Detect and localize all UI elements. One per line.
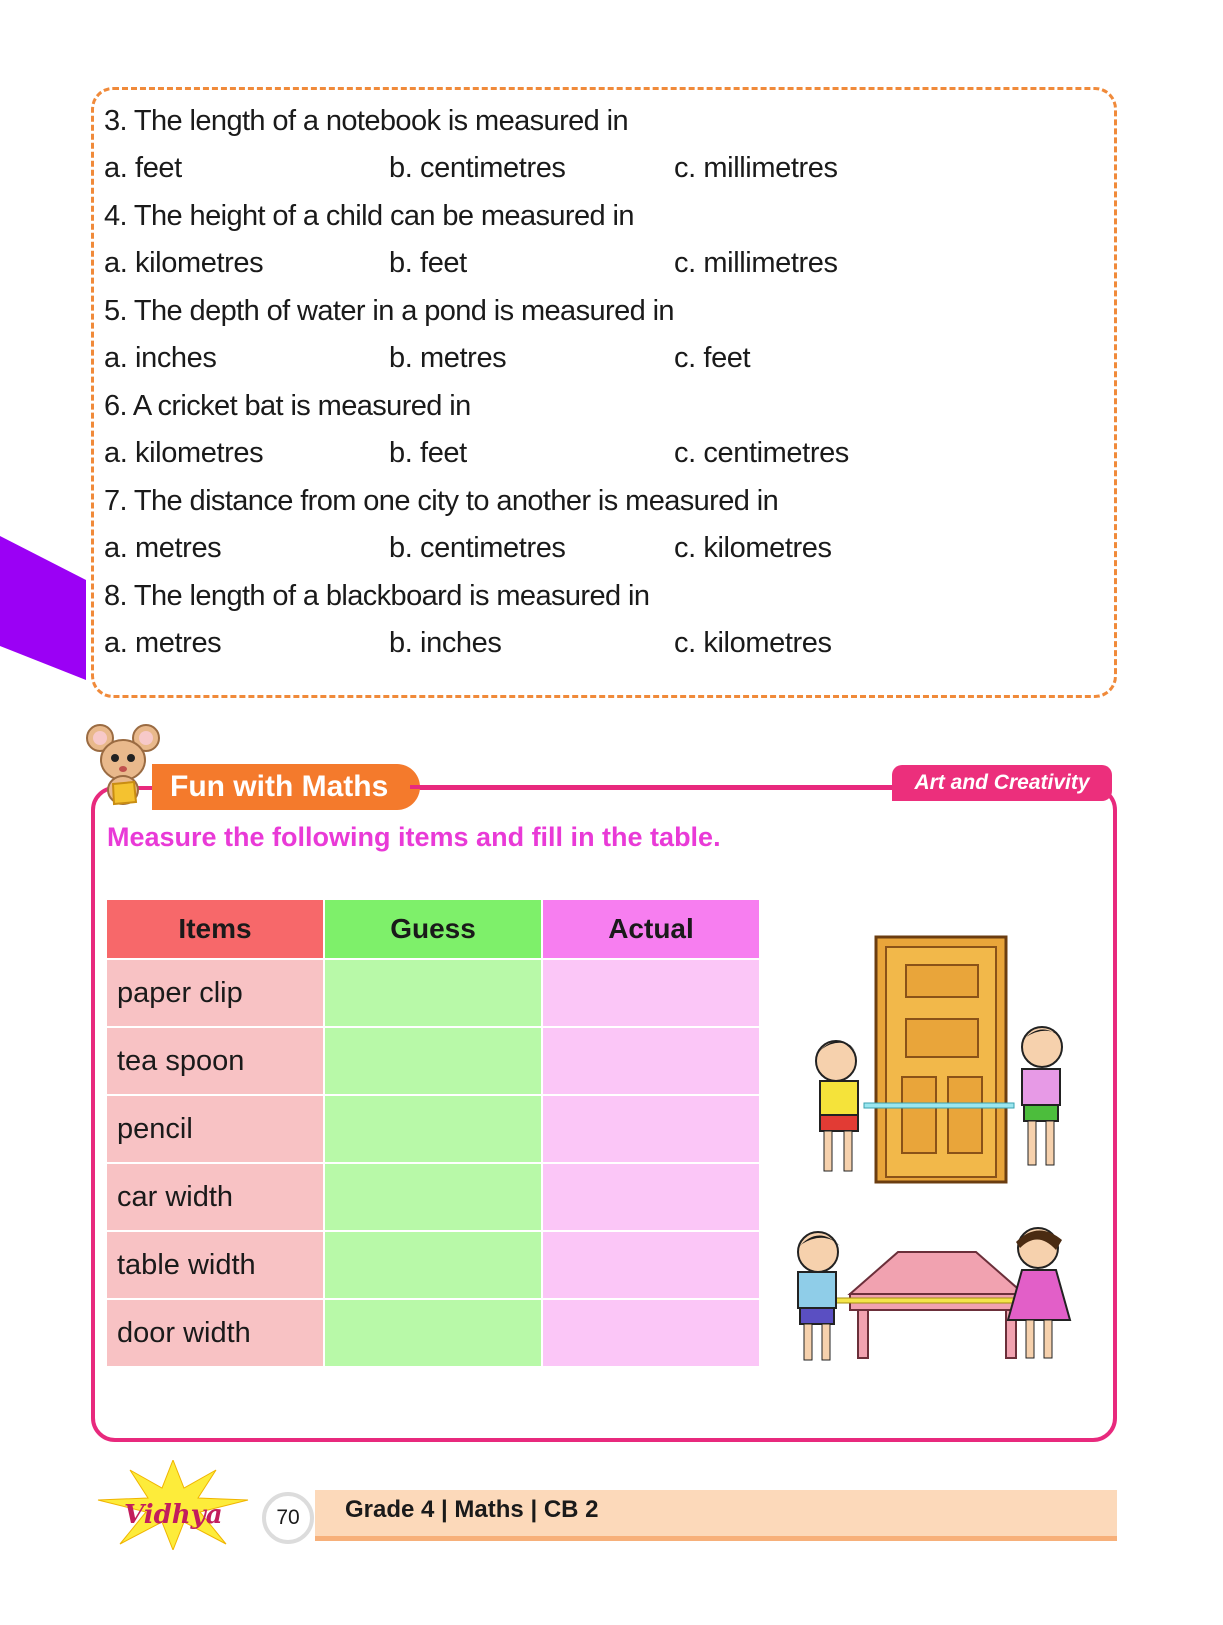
actual-cell[interactable] — [542, 1095, 760, 1163]
question-5: 5. The depth of water in a pond is measured in — [104, 295, 674, 327]
actual-cell[interactable] — [542, 1299, 760, 1366]
option-6a: a. kilometres — [104, 437, 264, 469]
table-row — [107, 1163, 760, 1231]
mcq-box — [91, 87, 1117, 698]
option-8b: b. inches — [389, 627, 502, 659]
guess-cell[interactable] — [324, 959, 542, 1027]
title-rule — [410, 785, 892, 789]
footer-text: Grade 4 | Maths | CB 2 — [345, 1496, 599, 1523]
item-cell: car width — [107, 1163, 324, 1231]
activity-title: Fun with Maths — [152, 764, 420, 810]
logo-text: Vidhya — [124, 1500, 223, 1530]
question-4: 4. The height of a child can be measured in — [104, 200, 634, 232]
option-6c: c. centimetres — [674, 437, 849, 469]
option-3a: a. feet — [104, 152, 182, 184]
option-8c: c. kilometres — [674, 627, 832, 659]
question-6: 6. A cricket bat is measured in — [104, 390, 471, 422]
table-measuring-illustration — [780, 1222, 1090, 1374]
table-row — [107, 1231, 760, 1299]
item-cell: paper clip — [107, 959, 324, 1027]
table-row — [107, 1299, 760, 1366]
purple-side-tab — [0, 0, 90, 680]
art-creativity-badge: Art and Creativity — [892, 765, 1112, 801]
actual-cell[interactable] — [542, 1027, 760, 1095]
guess-cell[interactable] — [324, 1095, 542, 1163]
option-3c: c. millimetres — [674, 152, 838, 184]
guess-cell[interactable] — [324, 1299, 542, 1366]
item-cell: table width — [107, 1231, 324, 1299]
actual-cell[interactable] — [542, 1163, 760, 1231]
guess-cell[interactable] — [324, 1027, 542, 1095]
option-5b: b. metres — [389, 342, 507, 374]
header-actual: Actual — [542, 900, 760, 959]
table-row — [107, 1027, 760, 1095]
option-4b: b. feet — [389, 247, 467, 279]
option-5a: a. inches — [104, 342, 217, 374]
item-cell: tea spoon — [107, 1027, 324, 1095]
actual-cell[interactable] — [542, 959, 760, 1027]
table-row — [107, 1095, 760, 1163]
option-7a: a. metres — [104, 532, 222, 564]
guess-cell[interactable] — [324, 1163, 542, 1231]
question-3: 3. The length of a notebook is measured in — [104, 105, 629, 137]
door-measuring-illustration — [806, 935, 1076, 1195]
table-header-row — [107, 900, 760, 959]
option-8a: a. metres — [104, 627, 222, 659]
header-items: Items — [107, 900, 324, 959]
guess-cell[interactable] — [324, 1231, 542, 1299]
option-5c: c. feet — [674, 342, 751, 374]
actual-cell[interactable] — [542, 1231, 760, 1299]
activity-instruction: Measure the following items and fill in the table. — [107, 822, 721, 852]
option-6b: b. feet — [389, 437, 467, 469]
option-7b: b. centimetres — [389, 532, 566, 564]
question-8: 8. The length of a blackboard is measured in — [104, 580, 650, 612]
option-7c: c. kilometres — [674, 532, 832, 564]
option-4c: c. millimetres — [674, 247, 838, 279]
measure-table — [107, 900, 761, 1366]
header-guess: Guess — [324, 900, 542, 959]
option-3b: b. centimetres — [389, 152, 566, 184]
item-cell: door width — [107, 1299, 324, 1366]
question-7: 7. The distance from one city to another is measured in — [104, 485, 779, 517]
page-number: 70 — [262, 1492, 314, 1544]
table-row — [107, 959, 760, 1027]
item-cell: pencil — [107, 1095, 324, 1163]
option-4a: a. kilometres — [104, 247, 264, 279]
